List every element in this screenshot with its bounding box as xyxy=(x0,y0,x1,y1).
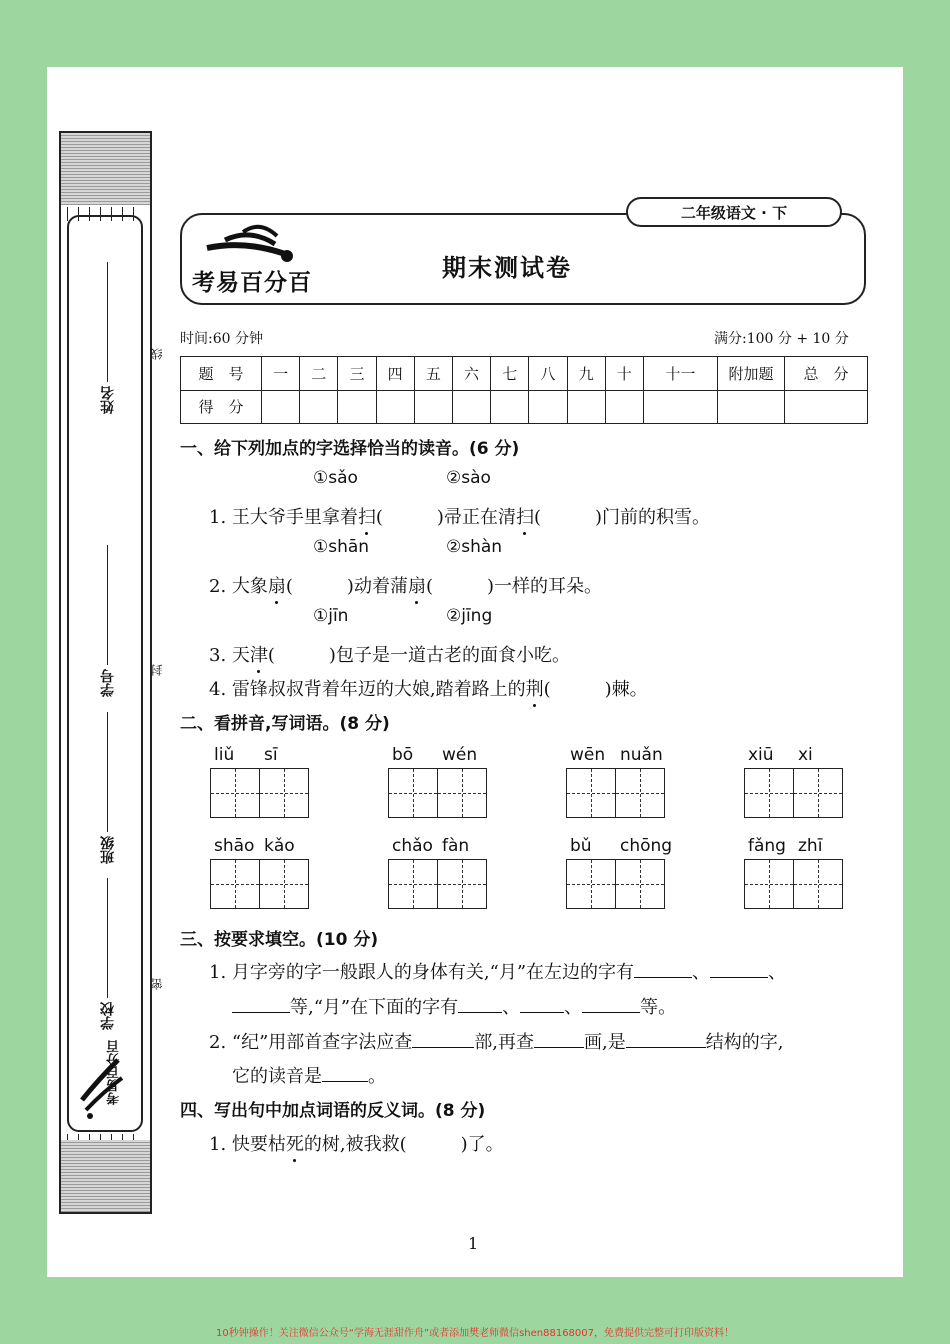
writing-grid[interactable] xyxy=(566,768,663,818)
brand-name: 考易百分百 xyxy=(192,270,312,296)
dotted-char: 死 xyxy=(286,1130,304,1156)
class-line[interactable] xyxy=(108,712,109,832)
table-cell: 题 号 xyxy=(181,357,262,391)
grid-cell[interactable] xyxy=(437,768,487,818)
section2-heading: 二、看拼音,写词语。(8 分) xyxy=(180,714,390,734)
score-input-cell[interactable] xyxy=(300,390,338,424)
full-score: 满分:100 分 + 10 分 xyxy=(714,331,849,347)
option: ①jīn xyxy=(313,606,349,626)
student-id-label: 学号 xyxy=(100,669,116,697)
question-1-1 xyxy=(209,503,710,529)
writing-grid[interactable] xyxy=(210,859,307,909)
grid-cell[interactable] xyxy=(744,768,794,818)
answer-blank[interactable] xyxy=(626,1031,706,1048)
text: 2. 大象 xyxy=(209,576,268,597)
name-line[interactable] xyxy=(108,262,109,382)
table-cell: 八 xyxy=(529,357,567,391)
score-table-score-row xyxy=(181,390,868,424)
pinyin-label: nuǎn xyxy=(620,745,663,765)
table-cell: 四 xyxy=(376,357,414,391)
text: 、 xyxy=(768,962,787,983)
text: 它的读音是 xyxy=(232,1066,322,1087)
answer-blank[interactable] xyxy=(634,961,692,978)
name-label: 姓名 xyxy=(100,386,116,414)
grid-cell[interactable] xyxy=(615,768,665,818)
grid-cell[interactable] xyxy=(744,859,794,909)
pinyin-label: zhī xyxy=(798,836,823,856)
pinyin-label: shāo xyxy=(214,836,255,856)
writing-grid[interactable] xyxy=(388,859,485,909)
question-1-3 xyxy=(209,641,570,667)
question-3-2-line2 xyxy=(232,1062,386,1088)
grid-cell[interactable] xyxy=(793,768,843,818)
grid-cell[interactable] xyxy=(793,859,843,909)
score-table-header-row xyxy=(181,357,868,391)
answer-blank[interactable] xyxy=(232,996,290,1013)
table-cell: 六 xyxy=(452,357,490,391)
text: ( )棘。 xyxy=(543,679,648,700)
table-cell: 十 xyxy=(605,357,643,391)
writing-grid[interactable] xyxy=(566,859,663,909)
option: ①sǎo xyxy=(313,468,358,488)
score-input-cell[interactable] xyxy=(605,390,643,424)
pinyin-label: xi xyxy=(798,745,813,765)
footer-note: 10秒钟操作！关注微信公众号“学海无涯甜作舟”或者添加樊老师微信shen88168007，免费提供完整可打印版资料！ xyxy=(215,1328,735,1339)
text: 、 xyxy=(564,997,583,1018)
text: 2. “纪”用部首查字法应查 xyxy=(209,1032,413,1053)
answer-blank[interactable] xyxy=(582,996,640,1013)
text: 结构的字, xyxy=(705,1032,784,1053)
grid-cell[interactable] xyxy=(566,859,616,909)
option: ①shān xyxy=(313,537,370,557)
table-cell: 附加题 xyxy=(718,357,785,391)
strip-hatch-bottom xyxy=(61,1140,150,1212)
table-cell: 总 分 xyxy=(785,357,868,391)
text: 1. 月字旁的字一般跟人的身体有关,“月”在左边的字有 xyxy=(209,962,635,983)
page-number: 1 xyxy=(468,1234,479,1253)
text: ( )门前的积雪。 xyxy=(533,507,710,528)
score-input-cell[interactable] xyxy=(262,390,300,424)
table-cell: 三 xyxy=(338,357,376,391)
answer-blank[interactable] xyxy=(458,996,502,1013)
text: ( )帚正在清 xyxy=(375,507,516,528)
text: 3. 天 xyxy=(209,645,250,666)
pinyin-label: bō xyxy=(392,745,414,765)
table-cell: 得 分 xyxy=(181,390,262,424)
class-field xyxy=(98,712,118,864)
text: 等,“月”在下面的字有 xyxy=(290,997,459,1018)
grid-cell[interactable] xyxy=(388,768,438,818)
pinyin-label: sī xyxy=(264,745,278,765)
question-4-1 xyxy=(209,1130,504,1156)
grid-cell[interactable] xyxy=(437,859,487,909)
text: 4. 雷锋叔叔背着年迈的大娘,踏着路上的 xyxy=(209,679,526,700)
grid-cell[interactable] xyxy=(259,768,309,818)
answer-blank[interactable] xyxy=(710,961,768,978)
dotted-char: 扫 xyxy=(516,503,534,529)
section4-heading: 四、写出句中加点词语的反义词。(8 分) xyxy=(180,1101,486,1121)
text: 、 xyxy=(502,997,521,1018)
student-id-field xyxy=(98,545,118,697)
grid-cell[interactable] xyxy=(259,859,309,909)
score-input-cell[interactable] xyxy=(376,390,414,424)
text: ( )包子是一道古老的面食小吃。 xyxy=(267,645,570,666)
pinyin-label: chōng xyxy=(620,836,673,856)
text: 的树,被我救( )了。 xyxy=(303,1134,504,1155)
text: ( )动着蒲 xyxy=(285,576,408,597)
question-3-1-line2 xyxy=(232,993,676,1019)
writing-grid[interactable] xyxy=(744,768,841,818)
grade-badge: 二年级语文 · 下 xyxy=(626,197,842,227)
table-cell: 九 xyxy=(567,357,605,391)
student-id-line[interactable] xyxy=(108,545,109,665)
grid-cell[interactable] xyxy=(388,859,438,909)
dotted-char: 扫 xyxy=(358,503,376,529)
name-field xyxy=(98,262,118,414)
score-input-cell[interactable] xyxy=(529,390,567,424)
answer-blank[interactable] xyxy=(322,1065,368,1082)
page-title: 期末测试卷 xyxy=(442,254,572,282)
school-field xyxy=(98,878,118,1030)
score-table xyxy=(180,356,868,424)
score-input-cell[interactable] xyxy=(452,390,490,424)
section1-heading: 一、给下列加点的字选择恰当的读音。(6 分) xyxy=(180,439,520,459)
cut-mark-seal: 封 xyxy=(150,664,164,676)
grid-cell[interactable] xyxy=(210,768,260,818)
table-cell: 一 xyxy=(262,357,300,391)
grid-cell[interactable] xyxy=(210,859,260,909)
exam-time: 时间:60 分钟 xyxy=(180,331,263,347)
text: 、 xyxy=(692,962,711,983)
pinyin-label: xiū xyxy=(748,745,774,765)
pinyin-label: wēn xyxy=(570,745,606,765)
writing-grid[interactable] xyxy=(744,859,841,909)
class-label: 班级 xyxy=(100,836,116,864)
table-cell: 七 xyxy=(491,357,529,391)
question-3-1-line1 xyxy=(209,958,786,984)
dotted-char: 扇 xyxy=(408,572,426,598)
section3-heading: 三、按要求填空。(10 分) xyxy=(180,930,379,950)
dotted-char: 扇 xyxy=(268,572,286,598)
pinyin-label: liǔ xyxy=(214,745,235,765)
answer-blank[interactable] xyxy=(534,1031,584,1048)
question-1-2 xyxy=(209,572,602,598)
pinyin-label: fǎng xyxy=(748,836,786,856)
score-input-cell[interactable] xyxy=(414,390,452,424)
question-1-4 xyxy=(209,675,648,701)
option: ②shàn xyxy=(446,537,503,557)
school-line[interactable] xyxy=(108,878,109,998)
score-input-cell[interactable] xyxy=(338,390,376,424)
table-cell: 十一 xyxy=(643,357,717,391)
text: 等。 xyxy=(640,997,677,1018)
text: 1. 王大爷手里拿着 xyxy=(209,507,358,528)
dotted-char: 荆 xyxy=(526,675,544,701)
table-cell: 二 xyxy=(300,357,338,391)
brand-logo-icon xyxy=(205,218,295,266)
text: 。 xyxy=(368,1066,386,1087)
dotted-char: 津 xyxy=(250,641,268,667)
text: 部,再查 xyxy=(474,1032,535,1053)
grid-cell[interactable] xyxy=(566,768,616,818)
pinyin-label: bǔ xyxy=(570,836,592,856)
strip-logo-text: 考易百分百 xyxy=(107,1040,122,1105)
score-input-cell[interactable] xyxy=(718,390,785,424)
text: ( )一样的耳朵。 xyxy=(425,576,602,597)
pinyin-label: fàn xyxy=(442,836,470,856)
pinyin-label: chǎo xyxy=(392,836,433,856)
answer-blank[interactable] xyxy=(520,996,564,1013)
score-input-cell[interactable] xyxy=(643,390,717,424)
pinyin-label: wén xyxy=(442,745,478,765)
text: 画,是 xyxy=(584,1032,626,1053)
option: ②sào xyxy=(446,468,491,488)
grid-cell[interactable] xyxy=(615,859,665,909)
cut-mark-line: 线 xyxy=(150,348,164,360)
strip-hatch-top xyxy=(61,133,150,205)
pinyin-label: kǎo xyxy=(264,836,295,856)
option: ②jīng xyxy=(446,606,493,626)
score-input-cell[interactable] xyxy=(491,390,529,424)
cut-mark-secret: 密 xyxy=(150,978,164,990)
text: 1. 快要枯 xyxy=(209,1134,286,1155)
score-input-cell[interactable] xyxy=(785,390,868,424)
writing-grid[interactable] xyxy=(388,768,485,818)
score-input-cell[interactable] xyxy=(567,390,605,424)
writing-grid[interactable] xyxy=(210,768,307,818)
answer-blank[interactable] xyxy=(412,1031,474,1048)
question-3-2-line1 xyxy=(209,1028,784,1054)
school-label: 学校 xyxy=(100,1002,116,1030)
table-cell: 五 xyxy=(414,357,452,391)
